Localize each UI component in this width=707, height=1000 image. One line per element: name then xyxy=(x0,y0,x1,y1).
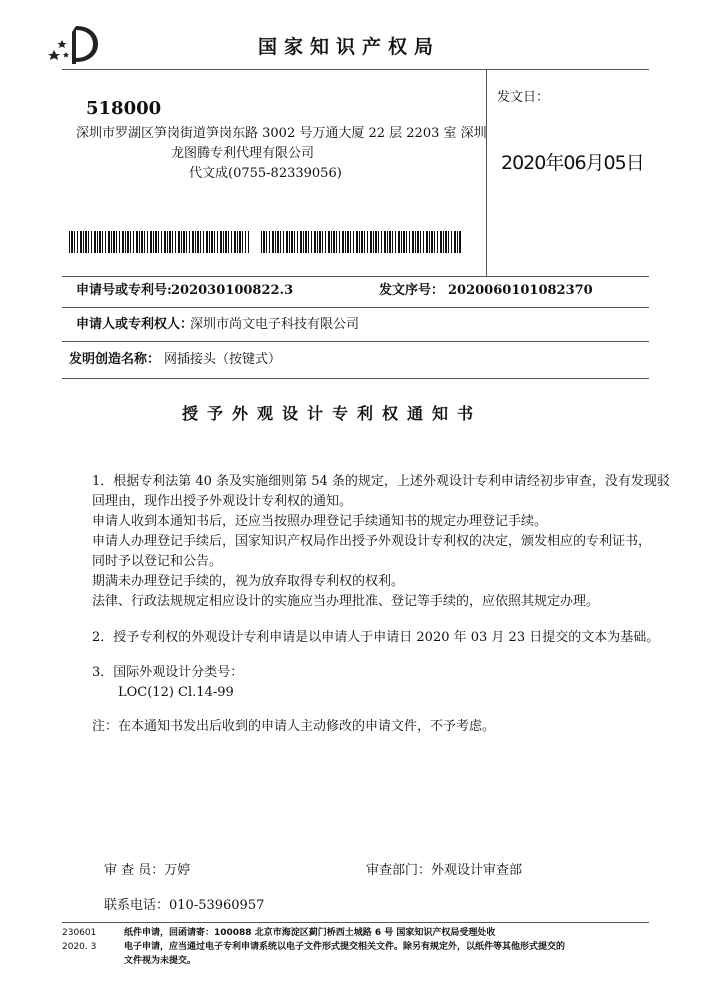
rule-top xyxy=(62,69,649,70)
barcode-left xyxy=(69,231,249,253)
title-value: 网插接头（按键式） xyxy=(164,352,282,367)
title-label: 发明创造名称： xyxy=(69,352,161,367)
examiner: 审 查 员：万婷 xyxy=(104,863,191,878)
para-1-line-1: 1．根据专利法第 40 条及实施细则第 54 条的规定，上述外观设计专利申请经初步审查，没有发现驳 xyxy=(92,474,670,489)
rule-4 xyxy=(62,378,649,379)
cnipa-logo xyxy=(46,22,102,66)
barcode-right xyxy=(261,231,461,253)
applicant-value: 深圳市尚文电子科技有限公司 xyxy=(190,317,360,332)
rule-2 xyxy=(62,307,649,308)
address-line-1: 深圳市罗湖区笋岗街道笋岗东路 3002 号万通大厦 22 层 2203 室 深圳 xyxy=(76,126,487,141)
phone: 联系电话：010-53960957 xyxy=(104,898,265,913)
footer-line-3: 文件视为未提交。 xyxy=(124,956,197,966)
issue-date: 2020年06月05日 xyxy=(501,152,644,174)
para-4: 期满未办理登记手续的，视为放弃取得专利权的权利。 xyxy=(92,574,405,589)
para-7: 3．国际外观设计分类号： xyxy=(92,665,244,680)
issue-date-label: 发文日： xyxy=(497,90,550,105)
para-3-line-1: 申请人办理登记手续后，国家知识产权局作出授予外观设计专利权的决定，颁发相应的专利证书， xyxy=(92,534,652,549)
notice-title: 授予外观设计专利权通知书 xyxy=(182,404,483,423)
footer-line-1: 纸件申请，回函请寄：100088 北京市海淀区蓟门桥西土城路 6 号 国家知识产权局受理处收 xyxy=(124,928,496,938)
rule-3 xyxy=(62,341,649,342)
para-6: 2．授予专利权的外观设计专利申请是以申请人于申请日 2020 年 03 月 23 日提交的文本为基础。 xyxy=(92,630,660,645)
para-2: 申请人收到本通知书后，还应当按照办理登记手续通知书的规定办理登记手续。 xyxy=(92,514,548,529)
para-5: 法律、行政法规规定相应设计的实施应当办理批准、登记等手续的，应依照其规定办理。 xyxy=(92,594,600,609)
form-code: 230601 xyxy=(62,928,97,938)
address-contact: 代文成(0755-82339056) xyxy=(189,166,342,181)
doc-no-value: 2020060101082370 xyxy=(448,283,593,298)
office-name: 国家知识产权局 xyxy=(258,36,441,58)
para-1-line-2: 回理由，现作出授予外观设计专利权的通知。 xyxy=(92,494,353,509)
footer-line-2: 电子申请，应当通过电子专利申请系统以电子文件形式提交相关文件。除另有规定外，以纸件等其他形式提交的 xyxy=(124,942,566,952)
form-version: 2020. 3 xyxy=(62,942,97,952)
app-no-value: 202030100822.3 xyxy=(171,283,294,298)
address-line-2: 龙图腾专利代理有限公司 xyxy=(171,146,315,161)
note: 注：在本通知书发出后收到的申请人主动修改的申请文件，不予考虑。 xyxy=(92,719,496,734)
doc-no-label: 发文序号： xyxy=(379,283,445,298)
app-no-label: 申请号或专利号: xyxy=(76,283,172,298)
department: 审查部门：外观设计审查部 xyxy=(366,863,523,878)
postcode: 518000 xyxy=(86,98,162,119)
classification-code: LOC(12) Cl.14-99 xyxy=(118,685,234,700)
para-3-line-2: 同时予以登记和公告。 xyxy=(92,554,223,569)
rule-divider xyxy=(486,69,487,276)
applicant-label: 申请人或专利权人： xyxy=(76,317,194,332)
rule-1 xyxy=(62,276,649,277)
footer-rule xyxy=(62,922,649,923)
